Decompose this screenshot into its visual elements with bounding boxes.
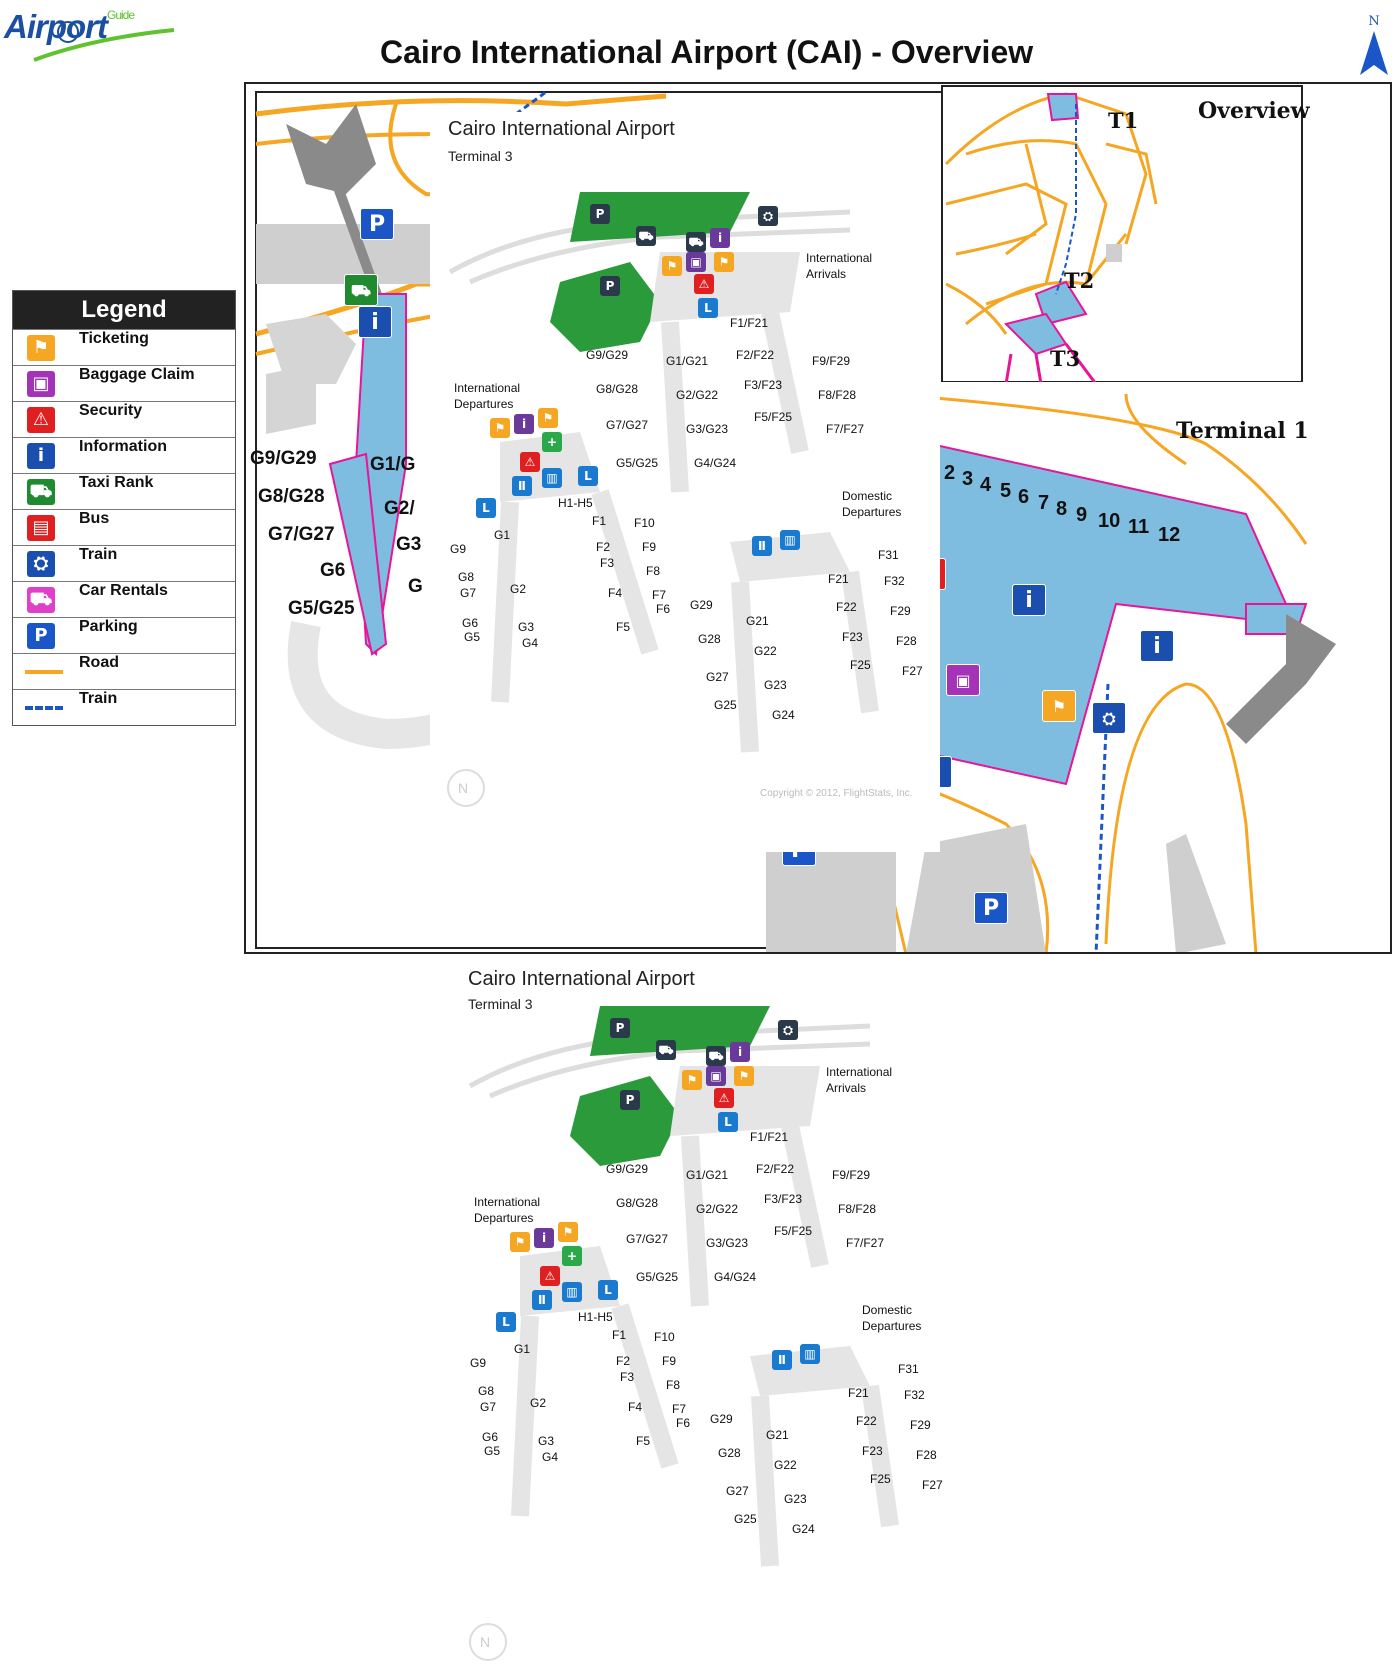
area-label-intl-departures [454,380,520,412]
gate-label: G4 [542,1450,559,1464]
gate-label: F8/F28 [818,388,857,402]
gate-label: F32 [904,1388,925,1402]
gate-label: G6 [462,616,479,630]
ticketing-icon: ⚑ [682,1070,702,1090]
gate-label: G7/G27 [626,1232,669,1246]
gate-label: G5/G25 [616,456,659,470]
medical-icon: + [542,432,562,452]
gate-label: F7/F27 [826,422,865,436]
information-icon: i [1012,584,1046,616]
gate-label: G4 [522,636,539,650]
gate-label: G23 [784,1492,807,1506]
north-label: N [1368,14,1380,29]
bus-icon: ▤ [27,515,55,541]
gate-label: F5/F25 [754,410,793,424]
gate-label: F5 [636,1434,651,1448]
taxi-rank-icon: ⛟ [344,274,378,306]
security-icon: ⚠ [540,1266,560,1286]
t1-gate-number: 12 [1158,524,1181,546]
ticketing-icon: ⚑ [662,256,682,276]
gate-label: F1 [612,1328,627,1342]
gate-label: F2/F22 [736,348,775,362]
area-label-line: International [826,1065,893,1079]
gate-label: F23 [842,630,863,644]
gate-label: F4 [608,586,623,600]
ticketing-icon: ⚑ [1042,690,1076,722]
legend-item-ticketing [13,329,235,365]
gate-label: G1/G21 [666,354,709,368]
restaurant-icon: Ⅱ [532,1290,552,1310]
legend-item-baggage-claim [13,365,235,401]
legend-label: Parking [79,618,138,635]
legend-label: Ticketing [79,330,149,347]
area-label-line: Domestic [862,1303,913,1317]
gate-label: G3 [538,1434,555,1448]
overview-label: Overview [1198,98,1310,124]
gate-label: F28 [896,634,917,648]
gate-label: G1/G [370,454,416,475]
north-arrow [1357,14,1391,80]
lounge-icon: L [698,298,718,318]
gate-label: F21 [828,572,849,586]
gate-label: G7/G27 [606,418,649,432]
gate-label: F7/F27 [846,1236,885,1250]
gate-label: G8/G28 [596,382,639,396]
gate-label: F4 [628,1400,643,1414]
parking-icon: P [360,208,394,240]
terminal-1-label: Terminal 1 [1176,418,1309,444]
legend-item-car-rentals [13,581,235,617]
parking-icon: P [600,276,620,296]
legend-item-information [13,437,235,473]
gate-label: F1/F21 [730,316,769,330]
gate-label: G6 [320,560,346,581]
parking-icon: P [974,892,1008,924]
legend-item-train [13,545,235,581]
gate-label: G2/G22 [696,1202,739,1216]
t1-gate-number: 10 [1098,510,1121,532]
t1-gate-number: 4 [980,474,992,496]
gate-label: F6 [676,1416,691,1430]
legend-label: Bus [79,510,110,527]
ticketing-icon: ⚑ [27,335,55,361]
legend-label: Road [79,654,119,671]
information-icon: i [358,306,392,338]
information-icon: i [514,414,534,434]
gate-label: G24 [792,1522,815,1536]
gate-label: G5 [464,630,481,644]
terminal-1-marker: T1 [1108,108,1139,133]
t1-gate-number: 8 [1056,498,1068,520]
legend [12,290,236,726]
gate-label: F5/F25 [774,1224,813,1238]
gate-label: F2/F22 [756,1162,795,1176]
gate-label: G6 [482,1430,499,1444]
area-label-line: Departures [842,505,902,519]
gate-label: F8/F28 [838,1202,877,1216]
t1-gate-number: 5 [1000,480,1012,502]
terminal-3-title: Cairo International Airport [448,118,675,140]
train-icon: ⛭ [778,1020,798,1040]
restaurant-icon: Ⅱ [512,476,532,496]
airportguide-logo[interactable] [4,8,214,68]
gate-label: G5/G25 [636,1270,679,1284]
gate-label: F1 [592,514,607,528]
gate-label: F5 [616,620,631,634]
gate-label: F9 [662,1354,677,1368]
gate-label: F27 [922,1478,943,1492]
gate-label: G1/G21 [686,1168,729,1182]
shop-icon: ▥ [800,1344,820,1364]
area-label-domestic-departures [842,488,901,520]
gate-label: G5 [484,1444,501,1458]
gate-label: G4/G24 [714,1270,757,1284]
area-label-intl-arrivals [826,1064,892,1096]
legend-label: Taxi Rank [79,474,154,491]
parking-icon: P [620,1090,640,1110]
gate-label: G8/G28 [258,486,325,507]
security-icon: ⚠ [694,274,714,294]
gate-label: G22 [774,1458,797,1472]
gate-label: F2 [616,1354,631,1368]
area-label-line: Departures [862,1319,922,1333]
area-label-line: Departures [474,1211,534,1225]
baggage-claim-icon: ▣ [706,1066,726,1086]
security-icon: ⚠ [714,1088,734,1108]
gate-label: F9/F29 [832,1168,871,1182]
gate-label: G1 [494,528,511,542]
gate-label: G28 [698,632,721,646]
information-icon: i [730,1042,750,1062]
compass-icon: N [480,1634,491,1650]
shop-icon: ▥ [542,468,562,488]
lounge-icon: L [476,498,496,518]
gate-label: F29 [910,1418,931,1432]
gate-label: G7 [460,586,477,600]
area-label-line: International [474,1195,541,1209]
gate-label: F3/F23 [744,378,783,392]
baggage-claim-icon: ▣ [27,371,55,397]
information-icon: i [710,228,730,248]
gate-label: F29 [890,604,911,618]
lounge-icon: L [578,466,598,486]
gate-label: G9/G29 [586,348,629,362]
gate-label: G1 [514,1342,531,1356]
car-rentals-icon: ⛟ [706,1046,726,1066]
car-rentals-icon: ⛟ [27,587,55,613]
area-label-intl-departures [474,1194,540,1226]
taxi-rank-icon: ⛟ [636,226,656,246]
gate-label: G28 [718,1446,741,1460]
compass-icon: N [458,780,469,796]
gate-label: G22 [754,644,777,658]
security-icon: ⚠ [27,407,55,433]
gate-label: G25 [714,698,737,712]
gate-label: G21 [766,1428,789,1442]
legend-label: Train [79,546,118,563]
gate-label: F31 [878,548,899,562]
gate-label: F25 [850,658,871,672]
ticketing-icon: ⚑ [558,1222,578,1242]
gate-label: F10 [634,516,655,530]
gate-label: F3/F23 [764,1192,803,1206]
lounge-icon: L [718,1112,738,1132]
baggage-claim-icon: ▣ [686,252,706,272]
parking-icon: P [610,1018,630,1038]
terminal-3-title: Cairo International Airport [468,968,695,990]
ticketing-icon: ⚑ [734,1066,754,1086]
gate-label: F3 [600,556,615,570]
t1-gate-number: 3 [962,468,974,490]
area-label-intl-arrivals [806,250,872,282]
train-icon: ⛭ [758,206,778,226]
t1-gate-number: 6 [1018,486,1030,508]
taxi-rank-icon: ⛟ [656,1040,676,1060]
gate-label: F32 [884,574,905,588]
gate-label: F31 [898,1362,919,1376]
gate-label: F3 [620,1370,635,1384]
area-label-line: International [454,381,521,395]
gate-label: F22 [836,600,857,614]
terminal-3-subtitle: Terminal 3 [468,996,533,1012]
train-icon: ⛭ [1092,702,1126,734]
gate-label: G29 [690,598,713,612]
gate-label: G3/G23 [686,422,729,436]
restaurant-icon: Ⅱ [772,1350,792,1370]
information-icon: i [27,443,55,469]
legend-item-security [13,401,235,437]
information-icon: i [534,1228,554,1248]
gate-label: G2 [530,1396,547,1410]
gate-label: H1-H5 [558,496,593,510]
gate-label: G21 [746,614,769,628]
legend-heading: Legend [13,291,235,329]
lounge-icon: L [598,1280,618,1300]
gate-label: F9 [642,540,657,554]
airport-map[interactable] [244,82,1392,954]
terminal-3-inset-bottom [450,962,970,1674]
shop-icon: ▥ [562,1282,582,1302]
gate-label: G3/G23 [706,1236,749,1250]
north-arrow-icon [1357,29,1391,77]
gate-label: G27 [726,1484,749,1498]
medical-icon: + [562,1246,582,1266]
parking-icon: P [27,623,55,649]
terminal-3-inset-top [430,112,940,852]
legend-item-parking [13,617,235,653]
gate-label: G3 [396,534,422,555]
area-label-line: Arrivals [826,1081,867,1095]
ticketing-icon: ⚑ [538,408,558,428]
security-icon: ⚠ [520,452,540,472]
area-label-line: Domestic [842,489,893,503]
ticketing-icon: ⚑ [490,418,510,438]
area-label-line: Arrivals [806,267,847,281]
area-label-line: International [806,251,873,265]
restaurant-icon: Ⅱ [752,536,772,556]
gate-label: G2/ [384,498,415,519]
terminal-3-marker: T3 [1050,346,1081,371]
gate-label: G24 [772,708,795,722]
gate-label: G7 [480,1400,497,1414]
gate-label: G5/G25 [288,598,355,619]
gate-label: F7 [652,588,667,602]
gate-label: F10 [654,1330,675,1344]
legend-label: Train [79,690,118,707]
area-label-line: Departures [454,397,514,411]
gate-label: G27 [706,670,729,684]
train-icon: ⛭ [27,551,55,577]
gate-label: F8 [666,1378,681,1392]
gate-label: G2/G22 [676,388,719,402]
ticketing-icon: ⚑ [510,1232,530,1252]
gate-label: F25 [870,1472,891,1486]
legend-item-road [13,653,235,689]
gate-label: G23 [764,678,787,692]
logo-text: Airport Guide [4,8,135,45]
gate-label: F27 [902,664,923,678]
page-title: Cairo International Airport (CAI) - Overview [380,34,1034,70]
t1-gate-number: 11 [1128,516,1150,538]
gate-label: G7/G27 [268,524,335,545]
gate-label: G29 [710,1412,733,1426]
shop-icon: ▥ [780,530,800,550]
gate-label: G9 [470,1356,487,1370]
information-icon: i [1140,630,1174,662]
gate-label: G2 [510,582,527,596]
terminal-3-subtitle: Terminal 3 [448,148,513,164]
parking-icon: P [590,204,610,224]
gate-label: G9/G29 [606,1162,649,1176]
gate-label: F7 [672,1402,687,1416]
t1-gate-number: 9 [1076,504,1088,526]
gate-label: F28 [916,1448,937,1462]
gate-label: F9/F29 [812,354,851,368]
gate-label: F21 [848,1386,869,1400]
legend-label: Information [79,438,167,455]
gate-label: F1/F21 [750,1130,789,1144]
ticketing-icon: ⚑ [714,252,734,272]
gate-label: F6 [656,602,671,616]
gate-label: G [408,576,423,597]
legend-label: Baggage Claim [79,366,195,383]
train-line-icon [25,706,63,710]
gate-label: G9 [450,542,467,556]
taxi-rank-icon: ⛟ [27,479,55,505]
lounge-icon: L [496,1312,516,1332]
legend-label: Security [79,402,143,419]
gate-label: G4/G24 [694,456,737,470]
gate-label: F22 [856,1414,877,1428]
legend-item-bus [13,509,235,545]
gate-label: G8 [458,570,475,584]
area-label-domestic-departures [862,1302,921,1334]
legend-label: Car Rentals [79,582,168,599]
gate-label: F23 [862,1444,883,1458]
terminal-3-plan [430,112,940,852]
gate-label: F8 [646,564,661,578]
road-line-icon [25,670,63,674]
gate-label: G3 [518,620,535,634]
car-rentals-icon: ⛟ [686,232,706,252]
legend-item-train-line [13,689,235,725]
gate-label: H1-H5 [578,1310,613,1324]
gate-label: G25 [734,1512,757,1526]
legend-item-taxi-rank [13,473,235,509]
terminal-2-marker: T2 [1064,268,1095,293]
gate-label: G8 [478,1384,495,1398]
t1-gate-number: 7 [1038,492,1050,514]
gate-label: F2 [596,540,611,554]
copyright: Copyright © 2012, FlightStats, Inc. [760,788,913,799]
baggage-claim-icon: ▣ [946,664,980,696]
t1-gate-number: 2 [944,462,956,484]
gate-label: G9/G29 [250,448,317,469]
gate-label: G8/G28 [616,1196,659,1210]
